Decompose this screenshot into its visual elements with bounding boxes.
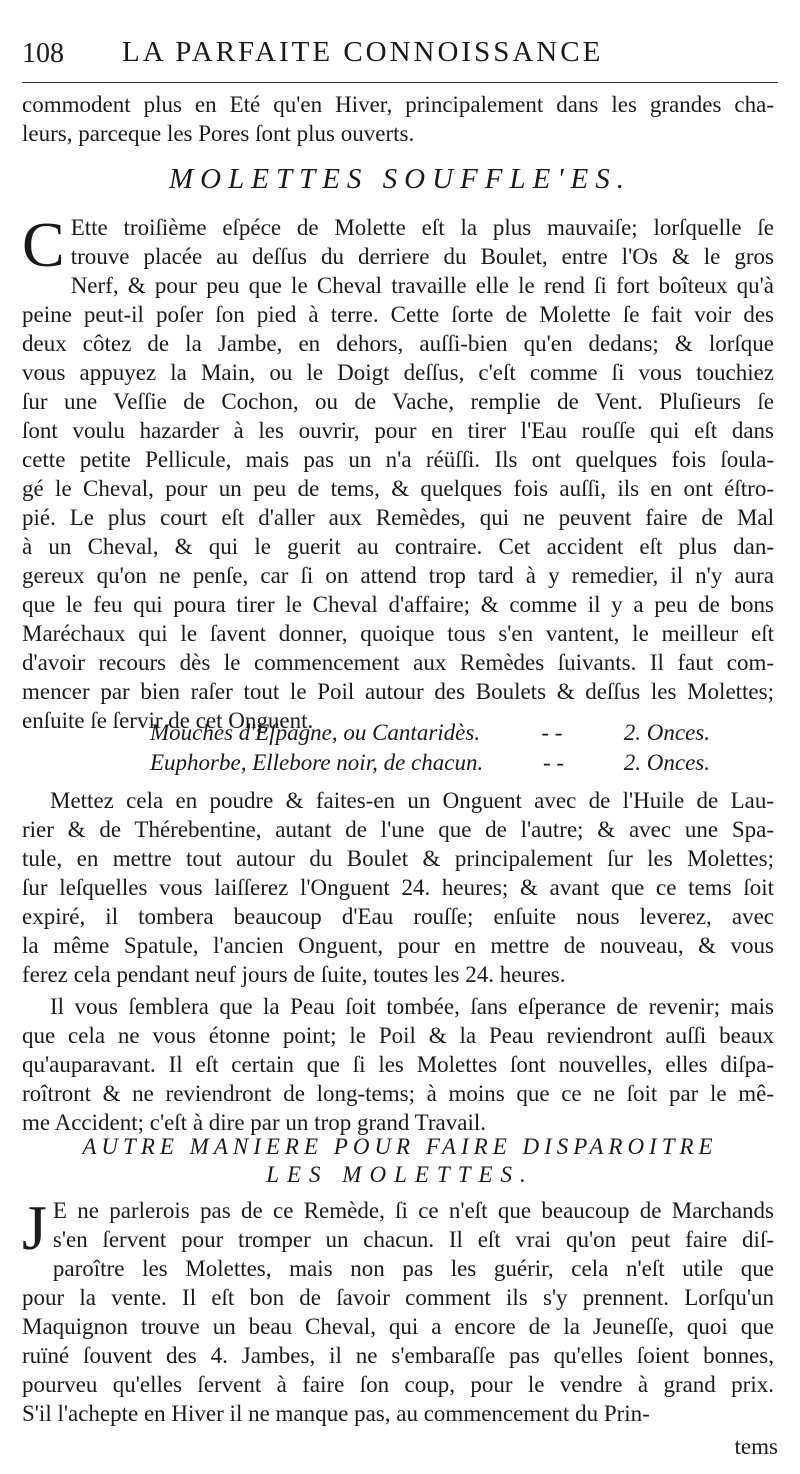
recipe-ingredient: Euphorbe, Ellebore noir, de chacun. [150,750,484,775]
text-line: qu'auparavant. Il eſt certain que ſi les Molettes ſont nouvelles, elles diſpa- [22,1052,774,1077]
recipe-row [150,718,710,748]
text-line: Ette troiſième eſpéce de Molette eſt la plus mauvaiſe; lorſquelle ſe [70,215,774,240]
section2-paragraph [22,1192,774,1428]
text-line: leurs, parceque les Pores ſont plus ouverts. [22,121,415,146]
drop-cap: J [22,1192,47,1263]
text-line: Maréchaux qui le ſavent donner, quoique tous s'en vantent, le meilleur eſt [22,621,774,646]
text-line: peine peut-il poſer ſon pied à terre. Cette ſorte de Molette ſe fait voir des [22,302,774,327]
section1-paragraph-2 [22,786,774,989]
text-line: Mettez cela en poudre & faites-en un Onguent avec de l'Huile de Lau- [50,788,774,813]
text-line: gé le Cheval, pour un peu de tems, & quelques fois auſſi, ils en ont éſtro- [22,476,774,501]
text-line: rier & de Thérebentine, autant de l'une que de l'autre; & avec une Spa- [22,817,774,842]
text-line: vous appuyez la Main, ou le Doigt deſſus, c'eſt comme ſi vous touchiez [22,360,774,385]
text-line: s'en ſervent pour tromper un chacun. Il eſt vrai qu'on peut faire diſ- [52,1227,774,1252]
page-number: 108 [22,38,64,69]
text-line: enſuite ſe ſervir de cet Onguent. [22,708,314,733]
text-line: S'il l'achepte en Hiver il ne manque pas, au commencement du Prin- [22,1401,650,1426]
text-line: à un Cheval, & qui le guerit au contraire. Cet accident eſt plus dan- [22,534,774,559]
header-rule [22,82,778,83]
text-line: roîtront & ne reviendront de long-tems; à moins que ce ne ſoit par le mê- [22,1081,774,1106]
recipe-row [150,748,710,778]
text-line: ruïné ſouvent des 4. Jambes, il ne s'embaraſſe pas qu'elles ſoient bonnes, [22,1343,774,1368]
section-heading: MOLETTES SOUFFLE'ES. [169,163,631,195]
text-line: ſont voulu hazarder à les ouvrir, pour en tirer l'Eau rouſſe qui eſt dans [22,418,774,443]
text-line: la même Spatule, l'ancien Onguent, pour en mettre de nouveau, & vous [22,933,774,958]
recipe-ingredient: Mouches d'Eſpagne, ou Cantaridès. [150,720,481,745]
intro-paragraph [22,90,774,148]
section1-paragraph [22,209,774,735]
section1-paragraph-3 [22,992,774,1137]
text-line: cette petite Pellicule, mais pas un n'a réüſſi. Ils ont quelques fois ſoula- [22,447,774,472]
running-title: LA PARFAITE CONNOISSANCE [122,36,604,68]
text-line: Nerf, & pour peu que le Cheval travaille elle le rend ſi fort boîteux qu'à [70,273,774,298]
text-line: ſur leſquelles vous laiſſerez l'Onguent 24. heures; & avant que ce tems ſoit [22,875,774,900]
text-line: pourveu qu'elles ſervent à faire ſon coup, pour le vendre à grand prix. [22,1372,774,1397]
recipe-list [150,718,710,778]
text-line: que cela ne vous étonne point; le Poil & la Peau reviendront auſſi beaux [22,1023,774,1048]
text-line: E ne parlerois pas de ce Remède, ſi ce n'eſt que beaucoup de Marchands [52,1198,774,1223]
catchword: tems [734,1434,778,1459]
text-line: me Accident; c'eſt à dire par un trop grand Travail. [22,1110,487,1135]
text-line: d'avoir recours dès le commencement aux Remèdes ſuivants. Il faut com- [22,650,774,675]
text-line: pié. Le plus court eſt d'aller aux Remèdes, qui ne peuvent faire de Mal [22,505,774,530]
recipe-quantity: 2. Onces. [623,720,710,745]
recipe-quantity: 2. Onces. [623,750,710,775]
text-line: deux côtez de la Jambe, en dehors, auſſi-bien qu'en dedans; & lorſque [22,331,774,356]
section-heading: AUTRE MANIERE POUR FAIRE DISPAROITRE [82,1134,718,1159]
text-line: commodent plus en Eté qu'en Hiver, principalement dans les grandes cha- [22,92,774,117]
text-line: tule, en mettre tout autour du Boulet & principalement ſur les Molettes; [22,846,774,871]
text-line: pour la vente. Il eſt bon de ſavoir comment ils s'y prennent. Lorſqu'un [22,1285,774,1310]
text-line: ferez cela pendant neuf jours de ſuite, toutes les 24. heures. [22,962,566,987]
recipe-dash: - - [541,720,563,745]
text-line: paroître les Molettes, mais non pas les guérir, cela n'eſt utile que [52,1256,774,1281]
text-line: mencer par bien raſer tout le Poil autour des Boulets & deſſus les Molettes; [22,679,774,704]
text-line: ſur une Veſſie de Cochon, ou de Vache, remplie de Vent. Pluſieurs ſe [22,389,774,414]
drop-cap: C [22,209,65,280]
text-line: trouve placée au deſſus du derriere du Boulet, entre l'Os & le gros [70,244,774,269]
text-line: Maquignon trouve un beau Cheval, qui a encore de la Jeuneſſe, quoi que [22,1314,774,1339]
recipe-dash: - - [542,750,565,775]
text-line: gereux qu'on ne penſe, car ſi on attend trop tard à y remedier, il n'y aura [22,563,774,588]
section-subheading: LES MOLETTES. [266,1162,534,1187]
text-line: expiré, il tombera beaucoup d'Eau rouſſe; enſuite nous leverez, avec [22,904,774,929]
text-line: que le feu qui poura tirer le Cheval d'affaire; & comme il y a peu de bons [22,592,774,617]
text-line: Il vous ſemblera que la Peau ſoit tombée, ſans eſperance de revenir; mais [50,994,774,1019]
